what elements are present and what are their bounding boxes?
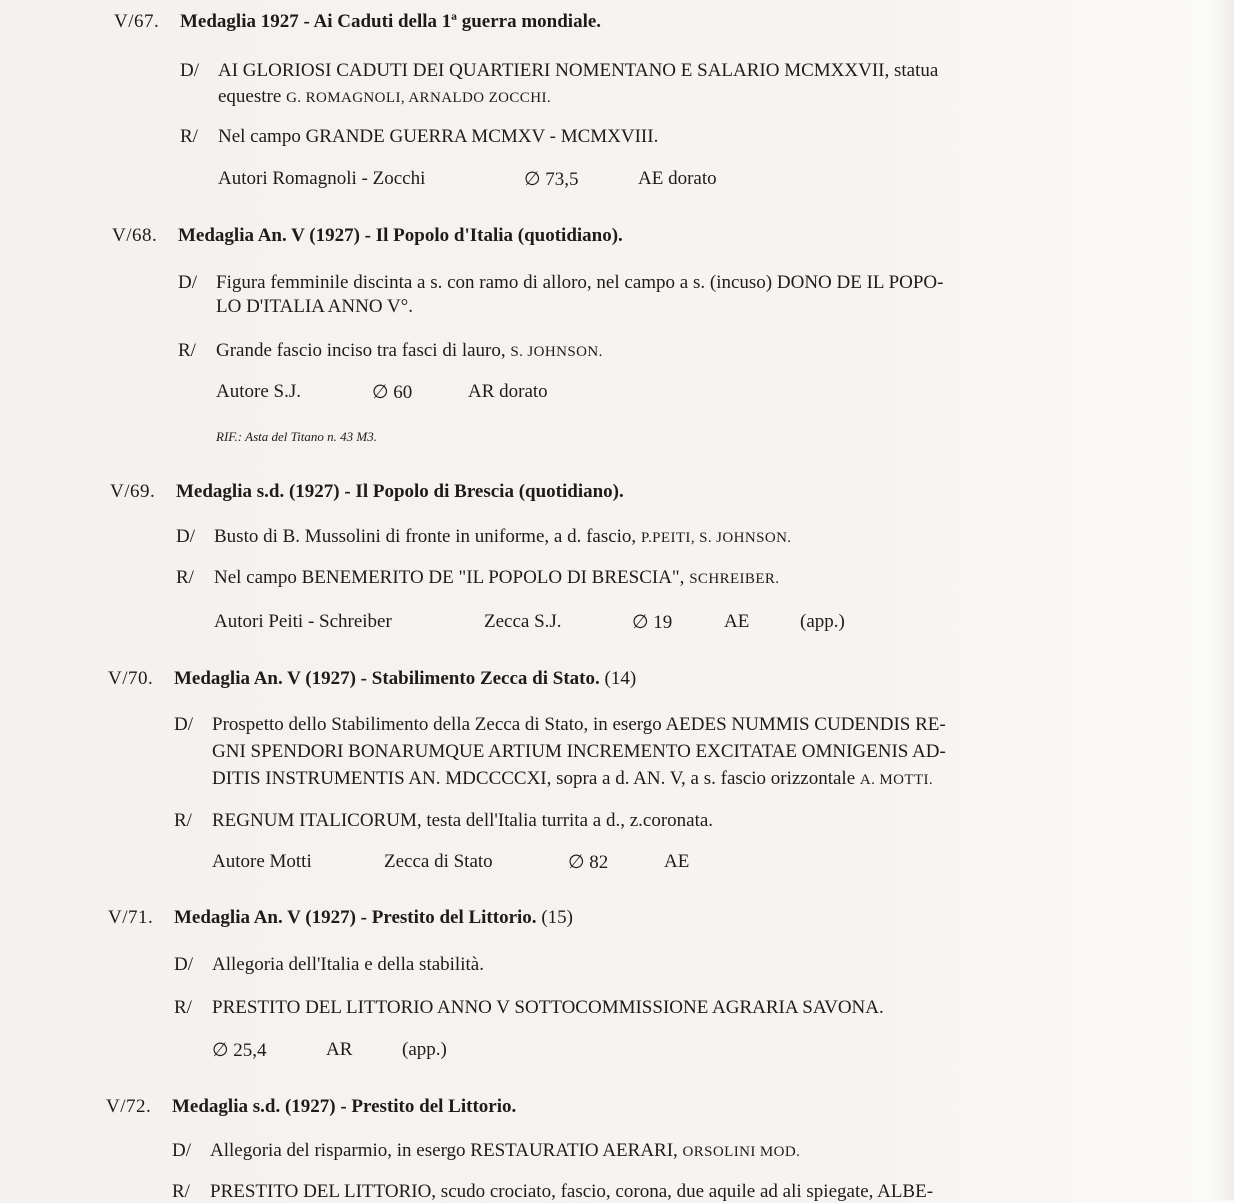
reverse-label: R/ bbox=[176, 567, 194, 588]
entry-title: Medaglia An. V (1927) - Stabilimento Zecca di Stato. bbox=[174, 668, 600, 689]
authors: Autore Motti bbox=[212, 851, 312, 872]
authors: Autore S.J. bbox=[216, 381, 301, 402]
reference-note: RIF.: Asta del Titano n. 43 M3. bbox=[216, 429, 377, 444]
diameter: ∅ 60 bbox=[372, 382, 413, 403]
reverse-text: PRESTITO DEL LITTORIO, scudo crociato, fascio, corona, due aquile ad ali spiegate, ALBE- bbox=[210, 1181, 934, 1202]
obverse-label: D/ bbox=[172, 1140, 191, 1161]
reverse-label: R/ bbox=[178, 340, 196, 361]
obverse-label: D/ bbox=[180, 60, 199, 81]
reverse-line bbox=[176, 567, 779, 589]
obverse-line bbox=[176, 526, 791, 548]
metal: AE dorato bbox=[638, 168, 717, 189]
obverse-text: Busto di B. Mussolini di fronte in uniforme, a d. fascio, bbox=[214, 526, 637, 547]
obverse-smallcaps: ORSOLINI MOD. bbox=[682, 1144, 801, 1160]
entry-number: V/69. bbox=[110, 481, 156, 502]
authors: Autori Romagnoli - Zocchi bbox=[218, 168, 426, 189]
obverse-cont-smallcaps: G. ROMAGNOLI, ARNALDO ZOCCHI. bbox=[286, 90, 551, 106]
reverse-label: R/ bbox=[172, 1181, 190, 1202]
note: (app.) bbox=[800, 611, 845, 632]
diameter: ∅ 25,4 bbox=[212, 1040, 267, 1061]
obverse-label: D/ bbox=[174, 954, 193, 975]
reverse-label: R/ bbox=[180, 126, 198, 147]
obverse-cont-text: LO D'ITALIA ANNO V°. bbox=[216, 296, 414, 317]
entry-number: V/67. bbox=[114, 11, 160, 32]
entry-header bbox=[114, 11, 601, 33]
metal: AE bbox=[664, 851, 690, 872]
obverse-text: AI GLORIOSI CADUTI DEI QUARTIERI NOMENTANO E SALARIO MCMXXVII, statua bbox=[218, 60, 939, 81]
entry-title: Medaglia s.d. (1927) - Prestito del Littorio. bbox=[172, 1096, 517, 1117]
obverse-cont-text: GNI SPENDORI BONARUMQUE ARTIUM INCREMENTO EXCITATAE OMNIGENIS AD- bbox=[212, 741, 946, 762]
reverse-line bbox=[174, 810, 713, 832]
entry-number: V/68. bbox=[112, 225, 158, 246]
obverse-text: Prospetto dello Stabilimento della Zecca di Stato, in esergo AEDES NUMMIS CUDENDIS RE- bbox=[212, 714, 946, 735]
reverse-text: Nel campo BENEMERITO DE "IL POPOLO DI BRESCIA", bbox=[214, 567, 685, 588]
diameter: ∅ 82 bbox=[568, 852, 609, 873]
obverse-continuation bbox=[212, 741, 946, 763]
reverse-text: REGNUM ITALICORUM, testa dell'Italia turrita a d., z.coronata. bbox=[212, 810, 714, 831]
obverse-text: Figura femminile discinta a s. con ramo di alloro, nel campo a s. (incuso) DONO DE IL POPO- bbox=[216, 272, 944, 293]
entry-number: V/71. bbox=[108, 907, 154, 928]
obverse-label: D/ bbox=[176, 526, 195, 547]
reverse-text: PRESTITO DEL LITTORIO ANNO V SOTTOCOMMISSIONE AGRARIA SAVONA. bbox=[212, 997, 884, 1018]
page-edge-shadow bbox=[1210, 0, 1234, 1200]
reverse-smallcaps: SCHREIBER. bbox=[689, 571, 780, 587]
entry-header bbox=[106, 1096, 516, 1118]
reverse-line bbox=[180, 126, 658, 148]
entry-title: Medaglia An. V (1927) - Prestito del Littorio. bbox=[174, 907, 537, 928]
obverse-text: Allegoria del risparmio, in esergo RESTAURATIO AERARI, bbox=[210, 1140, 678, 1161]
metal: AR bbox=[326, 1039, 353, 1060]
reverse-text: Nel campo GRANDE GUERRA MCMXV - MCMXVIII. bbox=[218, 126, 659, 147]
entry-header bbox=[108, 668, 636, 690]
obverse-line bbox=[172, 1140, 800, 1162]
diameter: ∅ 73,5 bbox=[524, 169, 579, 190]
reverse-smallcaps: S. JOHNSON. bbox=[510, 344, 603, 360]
entry-reference: (15) bbox=[541, 907, 573, 928]
metal: AE bbox=[724, 611, 750, 632]
metal: AR dorato bbox=[468, 381, 548, 402]
obverse-cont2-text: DITIS INSTRUMENTIS AN. MDCCCCXI, sopra a d. AN. V, a s. fascio orizzontale bbox=[212, 768, 856, 789]
obverse-cont-prefix: equestre bbox=[218, 86, 282, 107]
reverse-label: R/ bbox=[174, 810, 192, 831]
obverse-line bbox=[180, 60, 938, 82]
entry-title: Medaglia An. V (1927) - Il Popolo d'Italia (quotidiano). bbox=[178, 225, 623, 246]
reverse-text: Grande fascio inciso tra fasci di lauro, bbox=[216, 340, 506, 361]
entry-number: V/72. bbox=[106, 1096, 152, 1117]
entry-number: V/70. bbox=[108, 668, 154, 689]
mint: Zecca S.J. bbox=[484, 611, 562, 632]
obverse-cont2-smallcaps: A. MOTTI. bbox=[859, 772, 934, 788]
obverse-smallcaps: P.PEITI, S. JOHNSON. bbox=[640, 530, 792, 546]
obverse-continuation-2 bbox=[212, 768, 933, 790]
entry-title: Medaglia 1927 - Ai Caduti della 1ª guerra mondiale. bbox=[180, 11, 602, 32]
reverse-line bbox=[178, 340, 603, 362]
entry-title: Medaglia s.d. (1927) - Il Popolo di Brescia (quotidiano). bbox=[176, 481, 624, 502]
entry-header bbox=[108, 907, 573, 929]
obverse-line bbox=[174, 714, 946, 736]
obverse-line bbox=[178, 272, 943, 294]
entry-header bbox=[110, 481, 624, 503]
note: (app.) bbox=[402, 1039, 447, 1060]
obverse-label: D/ bbox=[174, 714, 193, 735]
obverse-continuation bbox=[216, 296, 413, 318]
obverse-line bbox=[174, 954, 484, 976]
authors: Autori Peiti - Schreiber bbox=[214, 611, 392, 632]
reverse-label: R/ bbox=[174, 997, 192, 1018]
diameter: ∅ 19 bbox=[632, 612, 673, 633]
obverse-label: D/ bbox=[178, 272, 197, 293]
obverse-text: Allegoria dell'Italia e della stabilità. bbox=[212, 954, 484, 975]
mint: Zecca di Stato bbox=[384, 851, 493, 872]
entry-reference: (14) bbox=[604, 668, 637, 689]
reverse-line bbox=[174, 997, 884, 1019]
entry-header bbox=[112, 225, 623, 247]
obverse-continuation bbox=[218, 86, 551, 108]
